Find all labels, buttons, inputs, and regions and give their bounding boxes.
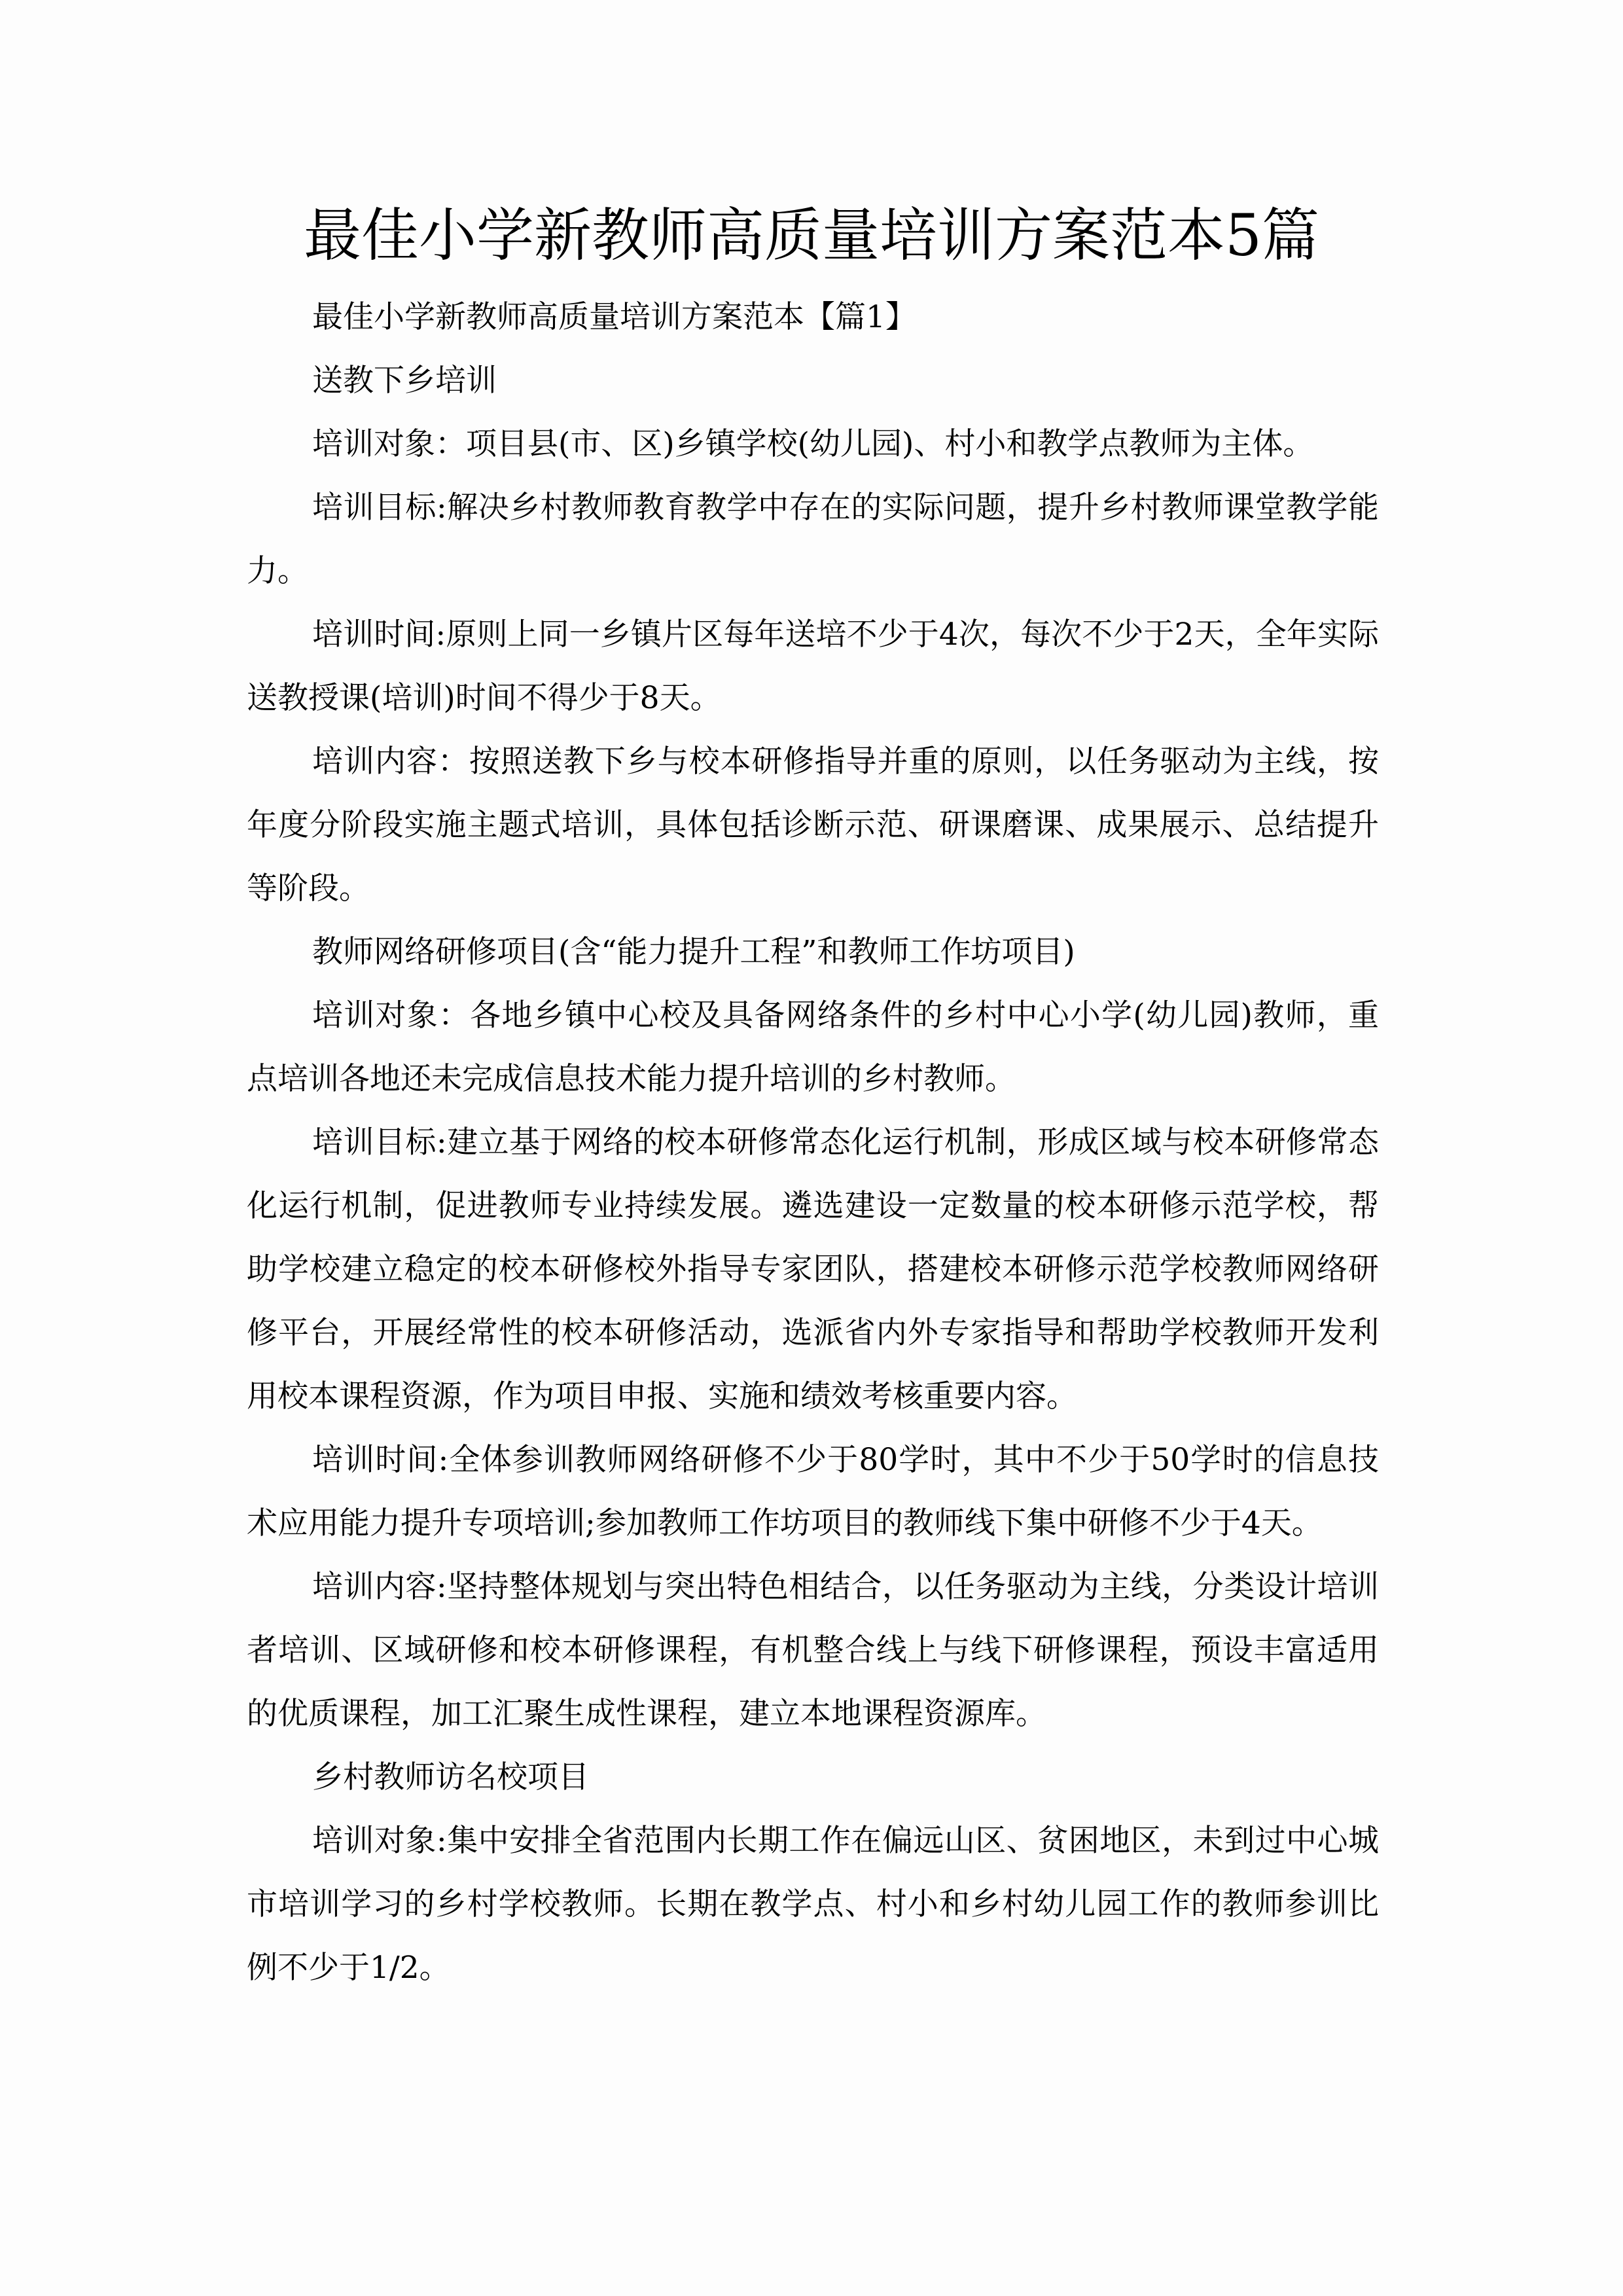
paragraph-training-time: 培训时间:原则上同一乡镇片区每年送培不少于4次，每次不少于2天，全年实际送教授课(培训)时间不得少于8天。 — [247, 617, 1379, 716]
paragraph-online-goal: 培训目标:建立基于网络的校本研修常态化运行机制，形成区域与校本研修常态化运行机制，促进教师专业持续发展。遴选建设一定数量的校本研修示范学校，帮助学校建立稳定的校本研修校外指导专家团队，搭建校本研修示范学校教师网络研修平台，开展经常性的校本研修活动，选派省内外专家指导和帮助学校教师开发利用校本课程资源，作为项目申报、实施和绩效考核重要内容。 — [247, 1124, 1379, 1414]
subheading-visit-famous-schools-project: 乡村教师访名校项目 — [312, 1759, 589, 1795]
paragraph-training-goal: 培训目标:解决乡村教师教育教学中存在的实际问题，提升乡村教师课堂教学能力。 — [247, 490, 1379, 589]
subheading-online-research-project: 教师网络研修项目(含“能力提升工程”和教师工作坊项目) — [312, 934, 1075, 970]
document-body — [247, 285, 1379, 2000]
paragraph-training-content: 培训内容：按照送教下乡与校本研修指导并重的原则，以任务驱动为主线，按年度分阶段实施主题式培训，具体包括诊断示范、研课磨课、成果展示、总结提升等阶段。 — [247, 744, 1379, 906]
paragraph-visit-target-audience: 培训对象:集中安排全省范围内长期工作在偏远山区、贫困地区，未到过中心城市培训学习的乡村学校教师。长期在教学点、村小和乡村幼儿园工作的教师参训比例不少于1/2。 — [247, 1823, 1379, 1986]
subheading-send-teaching-to-countryside: 送教下乡培训 — [312, 363, 497, 399]
paragraph-training-target-audience: 培训对象：项目县(市、区)乡镇学校(幼儿园)、村小和教学点教师为主体。 — [312, 426, 1314, 462]
section-heading-part-1: 最佳小学新教师高质量培训方案范本【篇1】 — [312, 299, 916, 335]
paragraph-online-time: 培训时间:全体参训教师网络研修不少于80学时，其中不少于50学时的信息技术应用能力提升专项培训;参加教师工作坊项目的教师线下集中研修不少于4天。 — [247, 1442, 1379, 1541]
paragraph-online-content: 培训内容:坚持整体规划与突出特色相结合，以任务驱动为主线，分类设计培训者培训、区域研修和校本研修课程，有机整合线上与线下研修课程，预设丰富适用的优质课程，加工汇聚生成性课程，建立本地课程资源库。 — [247, 1569, 1379, 1732]
paragraph-online-target-audience: 培训对象：各地乡镇中心校及具备网络条件的乡村中心小学(幼儿园)教师，重点培训各地还未完成信息技术能力提升培训的乡村教师。 — [247, 997, 1379, 1097]
document-title: 最佳小学新教师高质量培训方案范本5篇 — [304, 202, 1319, 269]
